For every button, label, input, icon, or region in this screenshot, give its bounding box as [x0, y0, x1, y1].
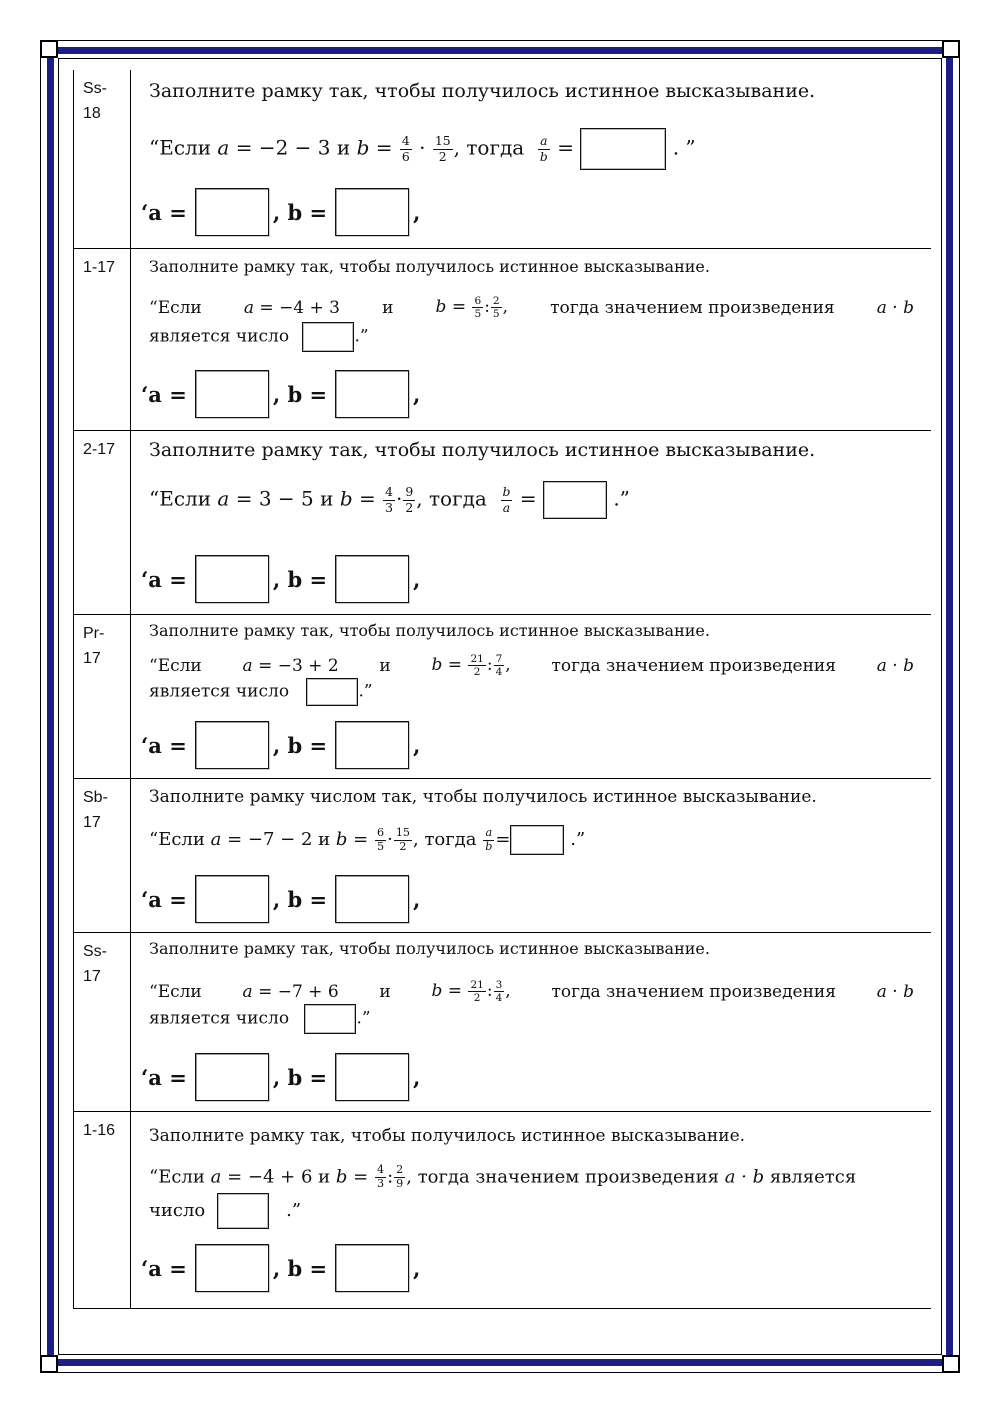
a-input-box[interactable]: [195, 188, 269, 236]
answer-line: ‘a = , b = ,: [141, 875, 420, 923]
answer-line: ‘a = , b = ,: [141, 1053, 420, 1101]
a-input-box[interactable]: [195, 1053, 269, 1101]
task-instruction: Заполните рамку так, чтобы получилось истинное высказывание.: [149, 80, 816, 102]
b-input-box[interactable]: [335, 1244, 409, 1292]
blank-answer-box[interactable]: [302, 322, 354, 352]
a-input-box[interactable]: [195, 721, 269, 769]
blank-answer-box[interactable]: [580, 128, 666, 170]
b-input-box[interactable]: [335, 721, 409, 769]
blank-answer-box[interactable]: [510, 825, 564, 855]
task-row: [74, 70, 931, 249]
task-instruction: Заполните рамку числом так, чтобы получилось истинное высказывание.: [149, 787, 817, 807]
task-row: [74, 249, 931, 431]
a-input-box[interactable]: [195, 555, 269, 603]
task-row: [74, 933, 931, 1112]
a-input-box[interactable]: [195, 370, 269, 418]
blank-answer-box[interactable]: [304, 1004, 356, 1034]
task-instruction: Заполните рамку так, чтобы получилось истинное высказывание.: [149, 939, 710, 958]
blank-answer-box[interactable]: [543, 481, 607, 519]
answer-line: ‘a = , b = ,: [141, 188, 420, 236]
b-input-box[interactable]: [335, 1053, 409, 1101]
a-input-box[interactable]: [195, 1244, 269, 1292]
corner-ornament: [942, 40, 960, 58]
corner-ornament: [40, 1355, 58, 1373]
b-input-box[interactable]: [335, 555, 409, 603]
corner-ornament: [40, 40, 58, 58]
task-code: 2-17: [74, 431, 131, 614]
b-input-box[interactable]: [335, 875, 409, 923]
task-row: [74, 431, 931, 615]
task-instruction: Заполните рамку так, чтобы получилось истинное высказывание.: [149, 439, 816, 461]
task-code: Ss- 18: [74, 70, 131, 248]
answer-line: ‘a = , b = ,: [141, 370, 420, 418]
task-code: Pr- 17: [74, 615, 131, 778]
blank-answer-box[interactable]: [217, 1193, 269, 1229]
task-instruction: Заполните рамку так, чтобы получилось истинное высказывание.: [149, 1126, 746, 1146]
answer-line: ‘a = , b = ,: [141, 721, 420, 769]
answer-line: ‘a = , b = ,: [141, 1244, 420, 1292]
task-code: 1-17: [74, 249, 131, 430]
task-statement: “Если a = −4 + 3 и b = $\frac{6}{5}$ : $\frac{2}{5}$ , тогда значением произведения a · b является число .”: [149, 295, 919, 352]
corner-ornament: [942, 1355, 960, 1373]
a-input-box[interactable]: [195, 875, 269, 923]
task-statement: “Если a = −7 − 2 и b = $\frac{6}{5}$ · $\frac{15}{2}$ , тогда $\frac{a}{b}$ = .”: [149, 825, 919, 855]
b-input-box[interactable]: [335, 370, 409, 418]
task-code: Sb- 17: [74, 779, 131, 932]
task-statement: “Если a = −7 + 6 и b = $\frac{21}{2}$ : $\frac{3}{4}$ , тогда значением произведения a · b является число .”: [149, 979, 919, 1034]
task-statement: “Если a = −2 − 3 и b = $\frac{4}{6}$ · $\frac{15}{2}$ , тогда $\frac{a}{b}$ = . ”: [149, 128, 919, 170]
task-code: 1-16: [74, 1112, 131, 1308]
task-statement: “Если a = 3 − 5 и b = $\frac{4}{3}$ · $\frac{9}{2}$ , тогда $\frac{b}{a}$ = .”: [149, 481, 919, 519]
task-statement: “Если a = −4 + 6 и b = $\frac{4}{3}$ : $\frac{2}{9}$ , тогда значением произведения a · b является число .”: [149, 1164, 919, 1229]
task-instruction: Заполните рамку так, чтобы получилось истинное высказывание.: [149, 621, 710, 640]
b-input-box[interactable]: [335, 188, 409, 236]
worksheet-table: [73, 70, 931, 1309]
blank-answer-box[interactable]: [306, 678, 358, 706]
task-code: Ss- 17: [74, 933, 131, 1111]
task-instruction: Заполните рамку так, чтобы получилось истинное высказывание.: [149, 257, 710, 276]
task-row: [74, 1112, 931, 1308]
task-row: [74, 615, 931, 779]
task-row: [74, 779, 931, 933]
task-statement: “Если a = −3 + 2 и b = $\frac{21}{2}$ : $\frac{7}{4}$ , тогда значением произведения a · b является число .”: [149, 653, 919, 706]
answer-line: ‘a = , b = ,: [141, 555, 420, 603]
